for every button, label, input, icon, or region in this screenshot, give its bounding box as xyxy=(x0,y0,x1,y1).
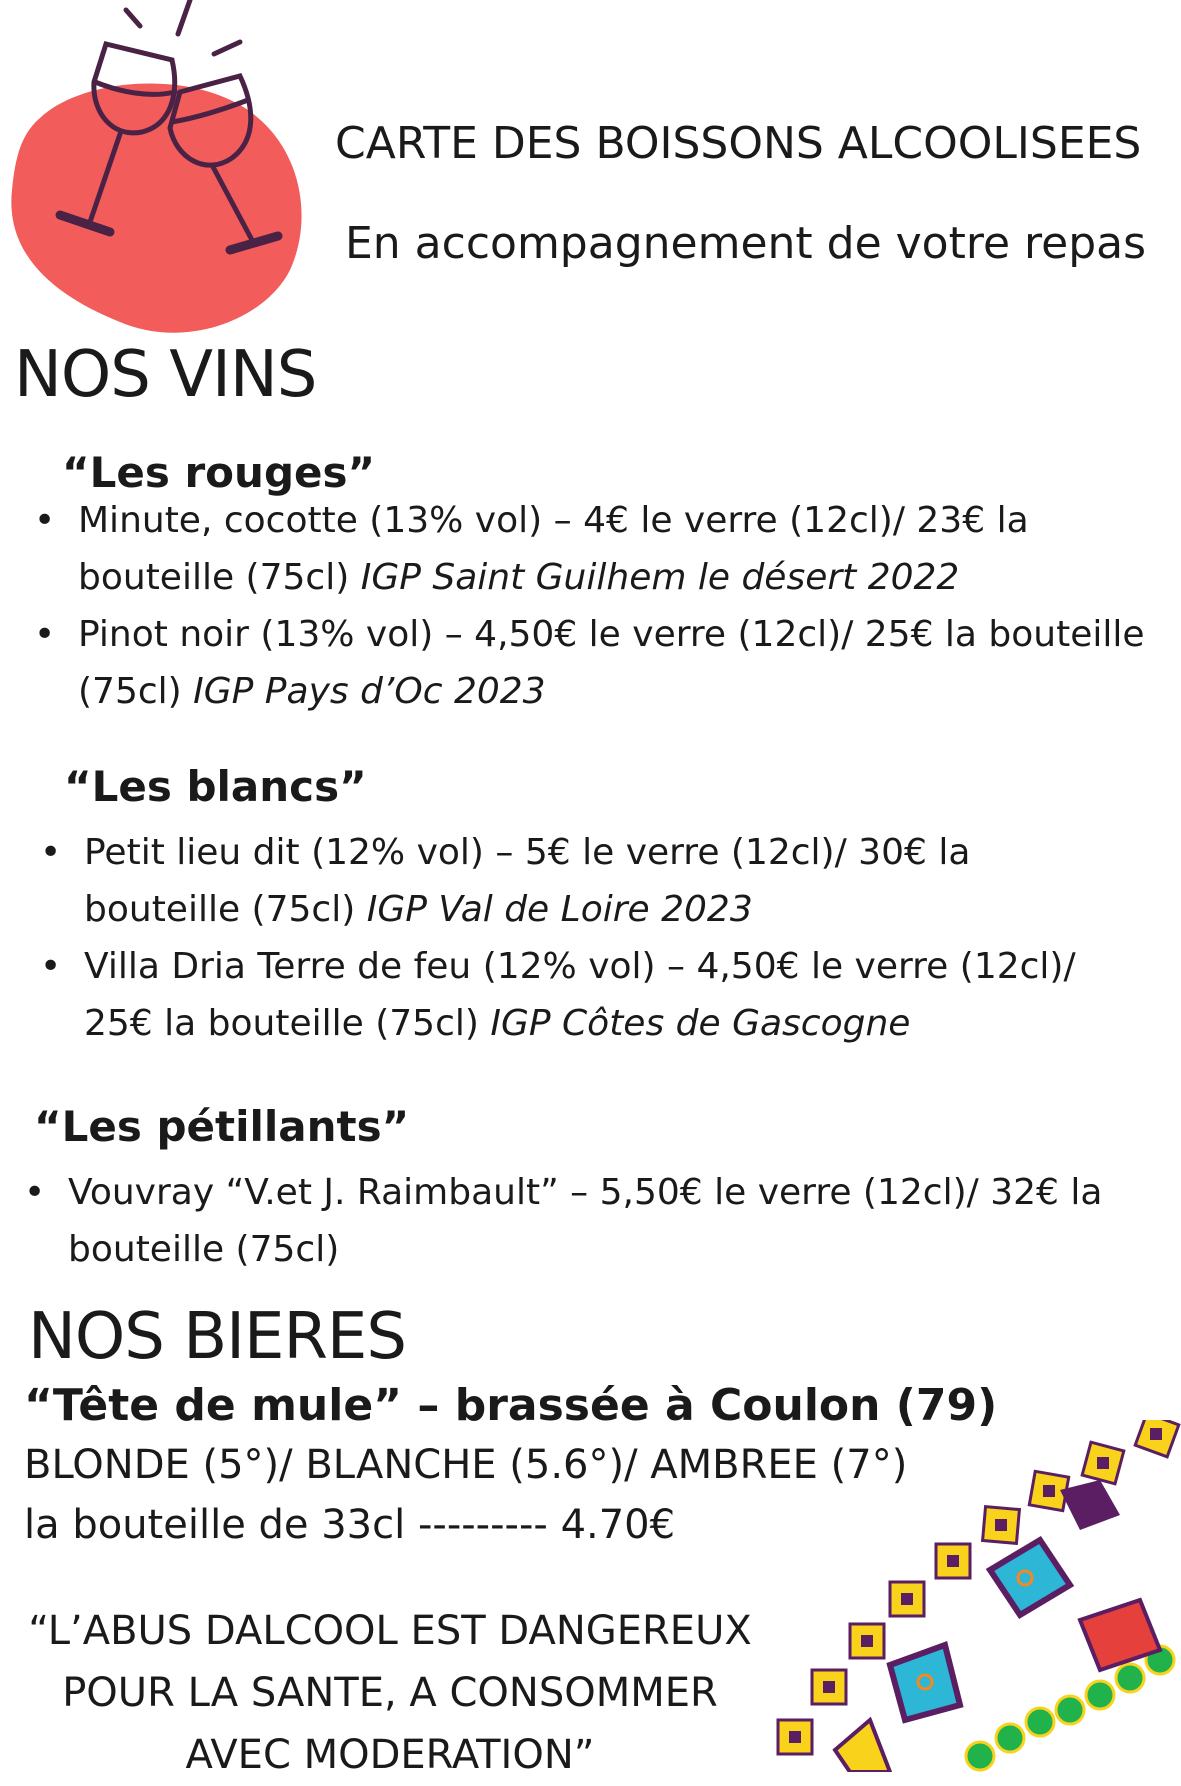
bullet-icon: • xyxy=(34,500,56,541)
wine-description: Vouvray “V.et J. Raimbault” – 5,50€ le verre (12cl)/ 32€ la bouteille (75cl) xyxy=(68,1172,1103,1270)
bullet-icon: • xyxy=(40,946,62,987)
beer-price: la bouteille de 33cl --------- 4.70€ xyxy=(24,1502,676,1548)
list-item xyxy=(34,606,1178,720)
warning-line: POUR LA SANTE, A CONSOMMER xyxy=(62,1670,718,1716)
wine-description: Minute, cocotte (13% vol) – 4€ le verre (12cl)/ 23€ la bouteille (75cl) xyxy=(78,500,1029,598)
menu-title: CARTE DES BOISSONS ALCOOLISEES xyxy=(335,118,1142,169)
list-item xyxy=(40,824,1084,938)
wine-origin: IGP Saint Guilhem le désert 2022 xyxy=(360,557,960,598)
mandala-decoration-icon xyxy=(740,1420,1181,1772)
menu-subtitle: En accompagnement de votre repas xyxy=(345,218,1147,269)
warning-line: “L’ABUS DALCOOL EST DANGEREUX xyxy=(28,1608,752,1654)
wine-description: Petit lieu dit (12% vol) – 5€ le verre (12cl)/ 30€ la bouteille (75cl) xyxy=(84,832,971,930)
bullet-icon: • xyxy=(34,614,56,655)
rouges-heading: “Les rouges” xyxy=(62,448,376,497)
wine-origin: IGP Côtes de Gascogne xyxy=(490,1003,911,1044)
bullet-icon: • xyxy=(40,832,62,873)
list-item xyxy=(40,938,1084,1052)
beer-types: BLONDE (5°)/ BLANCHE (5.6°)/ AMBREE (7°) xyxy=(24,1442,908,1488)
wine-origin: IGP Pays d’Oc 2023 xyxy=(193,671,546,712)
bullet-icon: • xyxy=(24,1172,46,1213)
blancs-heading: “Les blancs” xyxy=(64,762,367,811)
beer-brand: “Tête de mule” – brassée à Coulon (79) xyxy=(24,1380,998,1431)
wine-description: Villa Dria Terre de feu (12% vol) – 4,50€ le verre (12cl)/ 25€ la bouteille (75cl) xyxy=(84,946,1076,1044)
rouges-list xyxy=(34,492,1178,720)
toasting-wine-glasses-icon xyxy=(0,0,320,340)
alcohol-warning xyxy=(20,1600,760,1786)
wine-description: Pinot noir (13% vol) – 4,50€ le verre (12cl)/ 25€ la bouteille (75cl) xyxy=(78,614,1145,712)
wines-section-title: NOS VINS xyxy=(14,338,317,412)
warning-line: AVEC MODERATION” xyxy=(185,1732,595,1778)
list-item xyxy=(24,1164,1118,1278)
petillants-list xyxy=(24,1164,1118,1278)
blancs-list xyxy=(40,824,1084,1052)
petillants-heading: “Les pétillants” xyxy=(34,1102,410,1151)
wine-origin: IGP Val de Loire 2023 xyxy=(366,889,753,930)
beers-section-title: NOS BIERES xyxy=(28,1300,406,1374)
list-item xyxy=(34,492,1178,606)
